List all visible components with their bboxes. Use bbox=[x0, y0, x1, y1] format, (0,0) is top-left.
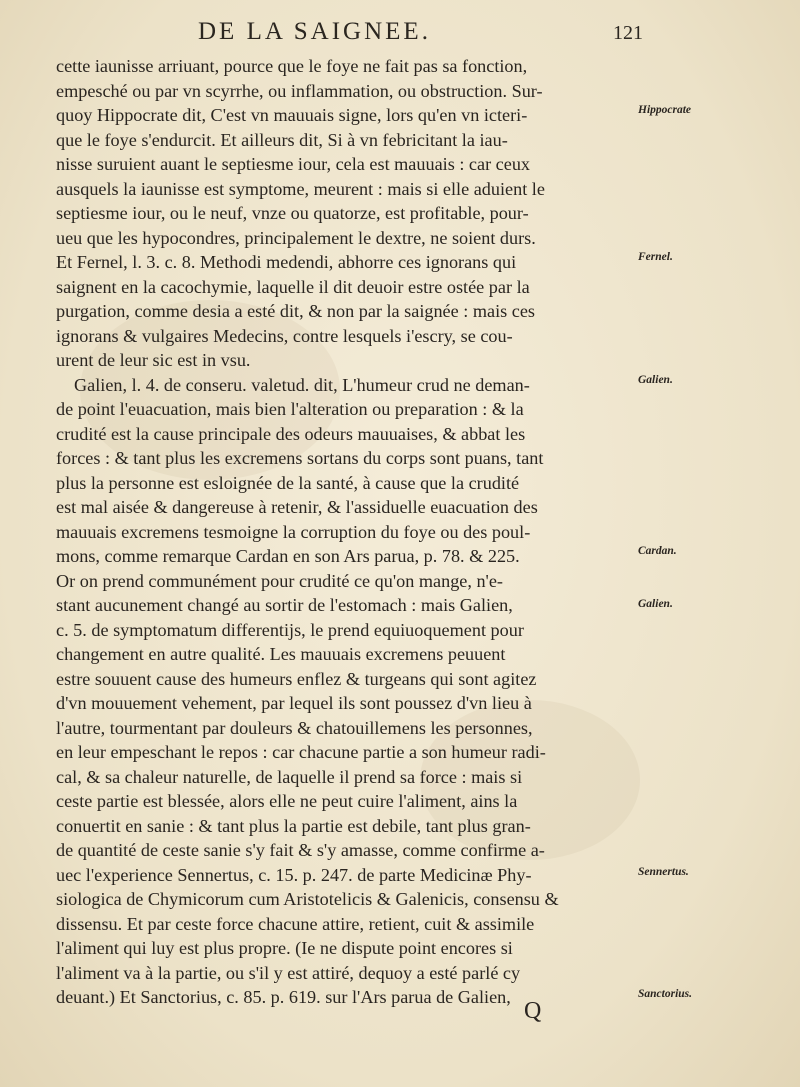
text-line: septiesme iour, ou le neuf, vnze ou quatorze, est profitable, pour- bbox=[56, 203, 529, 223]
text-line: l'aliment va à la partie, ou s'il y est attiré, dequoy a esté parlé cy bbox=[56, 962, 521, 983]
text-line: de point l'euacuation, mais bien l'alteration ou preparation : & la bbox=[56, 399, 524, 419]
margin-note-hippocrate: Hippocrate bbox=[638, 104, 692, 116]
margin-note-galien: Galien. bbox=[638, 374, 673, 386]
margin-note-fernel: Fernel. bbox=[638, 251, 673, 263]
text-line: purgation, comme desia a esté dit, & non par la saignée : mais ces bbox=[56, 301, 535, 321]
text-line: d'vn mouuement vehement, par lequel ils sont poussez d'vn lieu à bbox=[56, 693, 532, 713]
text-line: que le foye s'endurcit. Et ailleurs dit, Si à vn febricitant la iau- bbox=[56, 129, 508, 150]
page-number: 121 bbox=[613, 22, 643, 44]
text-line: dissensu. Et par ceste force chacune attire, retient, cuit & assimile bbox=[56, 913, 535, 934]
text-line: ignorans & vulgaires Medecins, contre lesquels i'escry, se cou- bbox=[56, 325, 513, 346]
text-line: plus la personne est esloignée de la santé, à cause que la crudité bbox=[56, 472, 520, 493]
body-text bbox=[56, 54, 634, 1010]
text-line: saignent en la cacochymie, laquelle il dit deuoir estre ostée par la bbox=[56, 276, 530, 297]
text-line: uec l'experience Sennertus, c. 15. p. 247. de parte Medicinæ Phy- bbox=[56, 864, 532, 885]
text-line: Et Fernel, l. 3. c. 8. Methodi medendi, abhorre ces ignorans qui bbox=[56, 252, 517, 272]
text-line: mons, comme remarque Cardan en son Ars parua, p. 78. & 225. bbox=[56, 546, 520, 566]
text-line: stant aucunement changé au sortir de l'estomach : mais Galien, bbox=[56, 595, 513, 615]
text-line: estre souuent cause des humeurs enflez & turgeans qui sont agitez bbox=[56, 668, 537, 689]
text-line: cal, & sa chaleur naturelle, de laquelle il prend sa force : mais si bbox=[56, 766, 523, 787]
text-line: empesché ou par vn scyrrhe, ou inflammation, ou obstruction. Sur- bbox=[56, 80, 543, 101]
text-line: cette iaunisse arriuant, pource que le foye ne fait pas sa fonction, bbox=[56, 56, 528, 76]
catchword: Q bbox=[524, 998, 542, 1024]
text-line: nisse suruient auant le septiesme iour, cela est mauuais : car ceux bbox=[56, 154, 531, 174]
text-line: l'autre, tourmentant par douleurs & chatouillemens les personnes, bbox=[56, 717, 533, 738]
text-line: Galien, l. 4. de conseru. valetud. dit, L'humeur crud ne deman- bbox=[74, 374, 530, 395]
text-line: ueu que les hypocondres, principalement le dextre, ne soient durs. bbox=[56, 227, 536, 248]
margin-note-cardan: Cardan. bbox=[638, 545, 677, 557]
text-line: c. 5. de symptomatum differentijs, le prend equiuoquement pour bbox=[56, 619, 524, 640]
text-line: crudité est la cause principale des odeurs mauuaises, & abbat les bbox=[56, 423, 526, 444]
text-line: forces : & tant plus les excremens sortans du corps sont puans, tant bbox=[56, 448, 544, 468]
text-line: quoy Hippocrate dit, C'est vn mauuais signe, lors qu'en vn icteri- bbox=[56, 105, 528, 125]
text-line: ceste partie est blessée, alors elle ne peut cuire l'aliment, ains la bbox=[56, 791, 518, 811]
running-head: DE LA SAIGNEE. bbox=[198, 18, 431, 45]
text-line: ausquels la iaunisse est symptome, meurent : mais si elle aduient le bbox=[56, 178, 545, 199]
text-line: urent de leur sic est in vsu. bbox=[56, 350, 251, 370]
text-line: l'aliment qui luy est plus propre. (Ie ne dispute point encores si bbox=[56, 938, 513, 958]
text-line: Or on prend communément pour crudité ce qu'on mange, n'e- bbox=[56, 570, 503, 591]
text-line: conuertit en sanie : & tant plus la partie est debile, tant plus gran- bbox=[56, 815, 531, 836]
page-header bbox=[198, 18, 643, 54]
text-line: en leur empeschant le repos : car chacune partie a son humeur radi- bbox=[56, 742, 546, 762]
text-line: de quantité de ceste sanie s'y fait & s'y amasse, comme confirme a- bbox=[56, 840, 545, 860]
text-line: deuant.) Et Sanctorius, c. 85. p. 619. sur l'Ars parua de Galien, bbox=[56, 987, 511, 1007]
text-line: mauuais excremens tesmoigne la corruption du foye ou des poul- bbox=[56, 521, 531, 542]
text-line: siologica de Chymicorum cum Aristotelicis & Galenicis, consensu & bbox=[56, 889, 559, 909]
margin-note-sanctorius: Sanctorius. bbox=[638, 988, 693, 1000]
text-line: est mal aisée & dangereuse à retenir, & l'assiduelle euacuation des bbox=[56, 497, 538, 517]
text-line: changement en autre qualité. Les mauuais excremens peuuent bbox=[56, 644, 506, 664]
margin-note-galien-2: Galien. bbox=[638, 598, 673, 610]
margin-note-sennertus: Sennertus. bbox=[638, 866, 689, 878]
